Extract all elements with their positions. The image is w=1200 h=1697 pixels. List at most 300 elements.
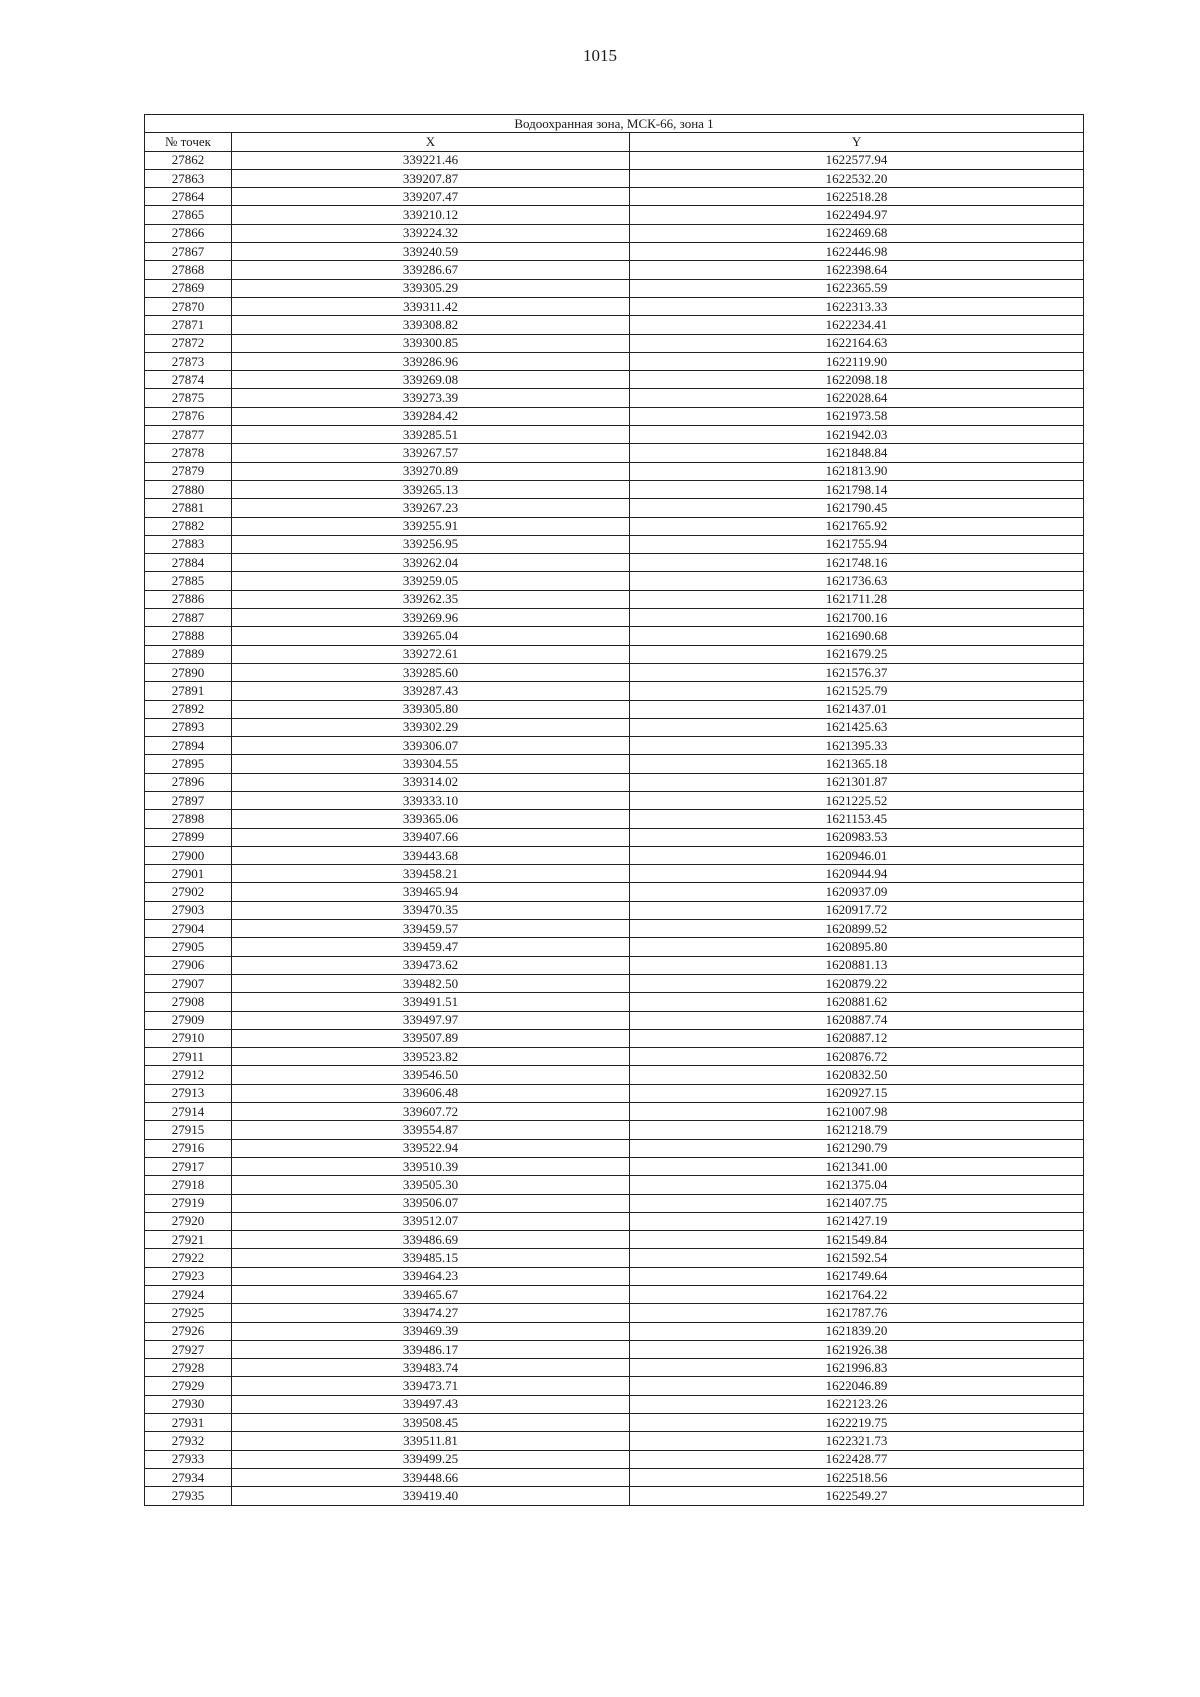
table-row bbox=[145, 1084, 1084, 1102]
x-coordinate-cell: 339465.67 bbox=[232, 1286, 630, 1304]
point-number-cell: 27919 bbox=[145, 1194, 232, 1212]
point-number-cell: 27878 bbox=[145, 444, 232, 462]
point-number-cell: 27902 bbox=[145, 883, 232, 901]
point-number-cell: 27897 bbox=[145, 791, 232, 809]
x-coordinate-cell: 339459.47 bbox=[232, 938, 630, 956]
table-row bbox=[145, 755, 1084, 773]
x-coordinate-cell: 339607.72 bbox=[232, 1103, 630, 1121]
x-coordinate-cell: 339269.08 bbox=[232, 371, 630, 389]
point-number-cell: 27888 bbox=[145, 627, 232, 645]
y-coordinate-cell: 1620832.50 bbox=[630, 1066, 1084, 1084]
y-coordinate-cell: 1621973.58 bbox=[630, 407, 1084, 425]
point-number-cell: 27884 bbox=[145, 554, 232, 572]
x-coordinate-cell: 339458.21 bbox=[232, 865, 630, 883]
y-coordinate-cell: 1620879.22 bbox=[630, 974, 1084, 992]
x-coordinate-cell: 339419.40 bbox=[232, 1487, 630, 1505]
y-coordinate-cell: 1621427.19 bbox=[630, 1212, 1084, 1230]
x-coordinate-cell: 339306.07 bbox=[232, 737, 630, 755]
table-row bbox=[145, 1048, 1084, 1066]
y-coordinate-cell: 1622577.94 bbox=[630, 151, 1084, 169]
table-row bbox=[145, 974, 1084, 992]
table-row bbox=[145, 1450, 1084, 1468]
point-number-cell: 27928 bbox=[145, 1359, 232, 1377]
point-number-cell: 27881 bbox=[145, 499, 232, 517]
table-row bbox=[145, 737, 1084, 755]
y-coordinate-cell: 1620983.53 bbox=[630, 828, 1084, 846]
x-coordinate-cell: 339270.89 bbox=[232, 462, 630, 480]
y-coordinate-cell: 1622469.68 bbox=[630, 224, 1084, 242]
point-number-cell: 27913 bbox=[145, 1084, 232, 1102]
x-coordinate-cell: 339365.06 bbox=[232, 810, 630, 828]
x-coordinate-cell: 339469.39 bbox=[232, 1322, 630, 1340]
point-number-cell: 27873 bbox=[145, 352, 232, 370]
y-coordinate-cell: 1620887.74 bbox=[630, 1011, 1084, 1029]
table-row bbox=[145, 224, 1084, 242]
column-header-x: X bbox=[232, 133, 630, 151]
x-coordinate-cell: 339505.30 bbox=[232, 1176, 630, 1194]
table-row bbox=[145, 956, 1084, 974]
point-number-cell: 27932 bbox=[145, 1432, 232, 1450]
table-row bbox=[145, 1121, 1084, 1139]
x-coordinate-cell: 339443.68 bbox=[232, 846, 630, 864]
x-coordinate-cell: 339523.82 bbox=[232, 1048, 630, 1066]
y-coordinate-cell: 1621749.64 bbox=[630, 1267, 1084, 1285]
y-coordinate-cell: 1622119.90 bbox=[630, 352, 1084, 370]
table-row bbox=[145, 334, 1084, 352]
point-number-cell: 27915 bbox=[145, 1121, 232, 1139]
table-row bbox=[145, 1139, 1084, 1157]
point-number-cell: 27907 bbox=[145, 974, 232, 992]
x-coordinate-cell: 339305.29 bbox=[232, 279, 630, 297]
y-coordinate-cell: 1621592.54 bbox=[630, 1249, 1084, 1267]
y-coordinate-cell: 1621787.76 bbox=[630, 1304, 1084, 1322]
y-coordinate-cell: 1621848.84 bbox=[630, 444, 1084, 462]
table-row bbox=[145, 279, 1084, 297]
y-coordinate-cell: 1621839.20 bbox=[630, 1322, 1084, 1340]
x-coordinate-cell: 339304.55 bbox=[232, 755, 630, 773]
point-number-cell: 27893 bbox=[145, 718, 232, 736]
point-number-cell: 27930 bbox=[145, 1395, 232, 1413]
x-coordinate-cell: 339286.67 bbox=[232, 261, 630, 279]
table-row bbox=[145, 810, 1084, 828]
table-row bbox=[145, 1377, 1084, 1395]
x-coordinate-cell: 339473.71 bbox=[232, 1377, 630, 1395]
table-row bbox=[145, 1487, 1084, 1505]
table-row bbox=[145, 1340, 1084, 1358]
point-number-cell: 27900 bbox=[145, 846, 232, 864]
y-coordinate-cell: 1622518.56 bbox=[630, 1468, 1084, 1486]
table-row bbox=[145, 773, 1084, 791]
x-coordinate-cell: 339311.42 bbox=[232, 297, 630, 315]
x-coordinate-cell: 339486.17 bbox=[232, 1340, 630, 1358]
table-row bbox=[145, 700, 1084, 718]
y-coordinate-cell: 1620927.15 bbox=[630, 1084, 1084, 1102]
x-coordinate-cell: 339267.57 bbox=[232, 444, 630, 462]
table-row bbox=[145, 517, 1084, 535]
point-number-cell: 27923 bbox=[145, 1267, 232, 1285]
table-row bbox=[145, 297, 1084, 315]
x-coordinate-cell: 339286.96 bbox=[232, 352, 630, 370]
y-coordinate-cell: 1621748.16 bbox=[630, 554, 1084, 572]
y-coordinate-cell: 1621341.00 bbox=[630, 1157, 1084, 1175]
table-row bbox=[145, 316, 1084, 334]
table-title: Водоохранная зона, МСК-66, зона 1 bbox=[145, 115, 1084, 133]
y-coordinate-cell: 1620881.13 bbox=[630, 956, 1084, 974]
y-coordinate-cell: 1621290.79 bbox=[630, 1139, 1084, 1157]
point-number-cell: 27926 bbox=[145, 1322, 232, 1340]
table-row bbox=[145, 1194, 1084, 1212]
y-coordinate-cell: 1621736.63 bbox=[630, 572, 1084, 590]
point-number-cell: 27876 bbox=[145, 407, 232, 425]
y-coordinate-cell: 1621407.75 bbox=[630, 1194, 1084, 1212]
table-row bbox=[145, 627, 1084, 645]
point-number-cell: 27924 bbox=[145, 1286, 232, 1304]
x-coordinate-cell: 339207.47 bbox=[232, 188, 630, 206]
y-coordinate-cell: 1621425.63 bbox=[630, 718, 1084, 736]
y-coordinate-cell: 1620937.09 bbox=[630, 883, 1084, 901]
y-coordinate-cell: 1621549.84 bbox=[630, 1231, 1084, 1249]
point-number-cell: 27865 bbox=[145, 206, 232, 224]
table-row bbox=[145, 261, 1084, 279]
table-row bbox=[145, 865, 1084, 883]
table-row bbox=[145, 609, 1084, 627]
table-row bbox=[145, 645, 1084, 663]
x-coordinate-cell: 339507.89 bbox=[232, 1029, 630, 1047]
table-title-row bbox=[145, 115, 1084, 133]
x-coordinate-cell: 339302.29 bbox=[232, 718, 630, 736]
x-coordinate-cell: 339499.25 bbox=[232, 1450, 630, 1468]
y-coordinate-cell: 1621926.38 bbox=[630, 1340, 1084, 1358]
point-number-cell: 27922 bbox=[145, 1249, 232, 1267]
x-coordinate-cell: 339474.27 bbox=[232, 1304, 630, 1322]
table-row bbox=[145, 1212, 1084, 1230]
point-number-cell: 27879 bbox=[145, 462, 232, 480]
y-coordinate-cell: 1620917.72 bbox=[630, 901, 1084, 919]
point-number-cell: 27903 bbox=[145, 901, 232, 919]
table-row bbox=[145, 499, 1084, 517]
point-number-cell: 27891 bbox=[145, 682, 232, 700]
point-number-cell: 27869 bbox=[145, 279, 232, 297]
x-coordinate-cell: 339482.50 bbox=[232, 974, 630, 992]
x-coordinate-cell: 339554.87 bbox=[232, 1121, 630, 1139]
y-coordinate-cell: 1621225.52 bbox=[630, 791, 1084, 809]
y-coordinate-cell: 1621755.94 bbox=[630, 535, 1084, 553]
table-row bbox=[145, 462, 1084, 480]
x-coordinate-cell: 339256.95 bbox=[232, 535, 630, 553]
point-number-cell: 27864 bbox=[145, 188, 232, 206]
x-coordinate-cell: 339483.74 bbox=[232, 1359, 630, 1377]
x-coordinate-cell: 339497.97 bbox=[232, 1011, 630, 1029]
table-row bbox=[145, 169, 1084, 187]
point-number-cell: 27921 bbox=[145, 1231, 232, 1249]
table-row bbox=[145, 535, 1084, 553]
point-number-cell: 27920 bbox=[145, 1212, 232, 1230]
point-number-cell: 27912 bbox=[145, 1066, 232, 1084]
x-coordinate-cell: 339285.51 bbox=[232, 426, 630, 444]
point-number-cell: 27906 bbox=[145, 956, 232, 974]
page-number: 1015 bbox=[583, 46, 617, 65]
point-number-cell: 27898 bbox=[145, 810, 232, 828]
table-row bbox=[145, 1103, 1084, 1121]
point-number-cell: 27889 bbox=[145, 645, 232, 663]
y-coordinate-cell: 1621301.87 bbox=[630, 773, 1084, 791]
point-number-cell: 27908 bbox=[145, 993, 232, 1011]
y-coordinate-cell: 1620887.12 bbox=[630, 1029, 1084, 1047]
point-number-cell: 27934 bbox=[145, 1468, 232, 1486]
table-row bbox=[145, 718, 1084, 736]
table-row bbox=[145, 1249, 1084, 1267]
point-number-cell: 27916 bbox=[145, 1139, 232, 1157]
point-number-cell: 27875 bbox=[145, 389, 232, 407]
table-row bbox=[145, 206, 1084, 224]
table-row bbox=[145, 151, 1084, 169]
y-coordinate-cell: 1621153.45 bbox=[630, 810, 1084, 828]
x-coordinate-cell: 339465.94 bbox=[232, 883, 630, 901]
y-coordinate-cell: 1622549.27 bbox=[630, 1487, 1084, 1505]
coordinates-table bbox=[144, 114, 1084, 1506]
table-row bbox=[145, 1322, 1084, 1340]
point-number-cell: 27880 bbox=[145, 480, 232, 498]
table-row bbox=[145, 1157, 1084, 1175]
point-number-cell: 27901 bbox=[145, 865, 232, 883]
point-number-cell: 27918 bbox=[145, 1176, 232, 1194]
x-coordinate-cell: 339269.96 bbox=[232, 609, 630, 627]
x-coordinate-cell: 339333.10 bbox=[232, 791, 630, 809]
x-coordinate-cell: 339285.60 bbox=[232, 663, 630, 681]
x-coordinate-cell: 339267.23 bbox=[232, 499, 630, 517]
x-coordinate-cell: 339459.57 bbox=[232, 920, 630, 938]
y-coordinate-cell: 1620946.01 bbox=[630, 846, 1084, 864]
x-coordinate-cell: 339272.61 bbox=[232, 645, 630, 663]
y-coordinate-cell: 1620899.52 bbox=[630, 920, 1084, 938]
y-coordinate-cell: 1622518.28 bbox=[630, 188, 1084, 206]
table-row bbox=[145, 352, 1084, 370]
x-coordinate-cell: 339300.85 bbox=[232, 334, 630, 352]
point-number-cell: 27866 bbox=[145, 224, 232, 242]
y-coordinate-cell: 1620881.62 bbox=[630, 993, 1084, 1011]
table-row bbox=[145, 1468, 1084, 1486]
table-row bbox=[145, 828, 1084, 846]
point-number-cell: 27927 bbox=[145, 1340, 232, 1358]
table-row bbox=[145, 1286, 1084, 1304]
y-coordinate-cell: 1622321.73 bbox=[630, 1432, 1084, 1450]
x-coordinate-cell: 339308.82 bbox=[232, 316, 630, 334]
x-coordinate-cell: 339314.02 bbox=[232, 773, 630, 791]
x-coordinate-cell: 339207.87 bbox=[232, 169, 630, 187]
point-number-cell: 27885 bbox=[145, 572, 232, 590]
x-coordinate-cell: 339287.43 bbox=[232, 682, 630, 700]
y-coordinate-cell: 1621437.01 bbox=[630, 700, 1084, 718]
y-coordinate-cell: 1620895.80 bbox=[630, 938, 1084, 956]
y-coordinate-cell: 1621375.04 bbox=[630, 1176, 1084, 1194]
x-coordinate-cell: 339240.59 bbox=[232, 243, 630, 261]
x-coordinate-cell: 339522.94 bbox=[232, 1139, 630, 1157]
table-row bbox=[145, 371, 1084, 389]
y-coordinate-cell: 1620944.94 bbox=[630, 865, 1084, 883]
x-coordinate-cell: 339511.81 bbox=[232, 1432, 630, 1450]
point-number-cell: 27899 bbox=[145, 828, 232, 846]
table-row bbox=[145, 243, 1084, 261]
table-row bbox=[145, 444, 1084, 462]
x-coordinate-cell: 339448.66 bbox=[232, 1468, 630, 1486]
y-coordinate-cell: 1621218.79 bbox=[630, 1121, 1084, 1139]
x-coordinate-cell: 339262.35 bbox=[232, 590, 630, 608]
x-coordinate-cell: 339210.12 bbox=[232, 206, 630, 224]
x-coordinate-cell: 339464.23 bbox=[232, 1267, 630, 1285]
table-row bbox=[145, 554, 1084, 572]
y-coordinate-cell: 1622494.97 bbox=[630, 206, 1084, 224]
point-number-cell: 27929 bbox=[145, 1377, 232, 1395]
point-number-cell: 27887 bbox=[145, 609, 232, 627]
table-row bbox=[145, 188, 1084, 206]
point-number-cell: 27883 bbox=[145, 535, 232, 553]
point-number-cell: 27867 bbox=[145, 243, 232, 261]
point-number-cell: 27882 bbox=[145, 517, 232, 535]
point-number-cell: 27877 bbox=[145, 426, 232, 444]
x-coordinate-cell: 339259.05 bbox=[232, 572, 630, 590]
table-row bbox=[145, 682, 1084, 700]
table-row bbox=[145, 1414, 1084, 1432]
point-number-cell: 27868 bbox=[145, 261, 232, 279]
table-row bbox=[145, 901, 1084, 919]
table-row bbox=[145, 1304, 1084, 1322]
y-coordinate-cell: 1621525.79 bbox=[630, 682, 1084, 700]
table-row bbox=[145, 1029, 1084, 1047]
table-row bbox=[145, 1231, 1084, 1249]
table-row bbox=[145, 846, 1084, 864]
y-coordinate-cell: 1621798.14 bbox=[630, 480, 1084, 498]
y-coordinate-cell: 1622532.20 bbox=[630, 169, 1084, 187]
x-coordinate-cell: 339265.04 bbox=[232, 627, 630, 645]
y-coordinate-cell: 1622164.63 bbox=[630, 334, 1084, 352]
y-coordinate-cell: 1621996.83 bbox=[630, 1359, 1084, 1377]
y-coordinate-cell: 1621790.45 bbox=[630, 499, 1084, 517]
point-number-cell: 27933 bbox=[145, 1450, 232, 1468]
point-number-cell: 27917 bbox=[145, 1157, 232, 1175]
table-row bbox=[145, 1011, 1084, 1029]
point-number-cell: 27886 bbox=[145, 590, 232, 608]
x-coordinate-cell: 339265.13 bbox=[232, 480, 630, 498]
y-coordinate-cell: 1620876.72 bbox=[630, 1048, 1084, 1066]
x-coordinate-cell: 339506.07 bbox=[232, 1194, 630, 1212]
point-number-cell: 27896 bbox=[145, 773, 232, 791]
y-coordinate-cell: 1621365.18 bbox=[630, 755, 1084, 773]
table-row bbox=[145, 938, 1084, 956]
table-row bbox=[145, 1176, 1084, 1194]
table-header-row bbox=[145, 133, 1084, 151]
x-coordinate-cell: 339512.07 bbox=[232, 1212, 630, 1230]
x-coordinate-cell: 339473.62 bbox=[232, 956, 630, 974]
point-number-cell: 27894 bbox=[145, 737, 232, 755]
x-coordinate-cell: 339485.15 bbox=[232, 1249, 630, 1267]
point-number-cell: 27874 bbox=[145, 371, 232, 389]
x-coordinate-cell: 339221.46 bbox=[232, 151, 630, 169]
table-row bbox=[145, 883, 1084, 901]
table-row bbox=[145, 389, 1084, 407]
table-row bbox=[145, 426, 1084, 444]
y-coordinate-cell: 1621942.03 bbox=[630, 426, 1084, 444]
y-coordinate-cell: 1622446.98 bbox=[630, 243, 1084, 261]
y-coordinate-cell: 1622428.77 bbox=[630, 1450, 1084, 1468]
y-coordinate-cell: 1621576.37 bbox=[630, 663, 1084, 681]
x-coordinate-cell: 339284.42 bbox=[232, 407, 630, 425]
x-coordinate-cell: 339606.48 bbox=[232, 1084, 630, 1102]
column-header-point-number: № точек bbox=[145, 133, 232, 151]
table-body bbox=[145, 151, 1084, 1505]
point-number-cell: 27872 bbox=[145, 334, 232, 352]
y-coordinate-cell: 1622365.59 bbox=[630, 279, 1084, 297]
x-coordinate-cell: 339486.69 bbox=[232, 1231, 630, 1249]
y-coordinate-cell: 1621679.25 bbox=[630, 645, 1084, 663]
point-number-cell: 27870 bbox=[145, 297, 232, 315]
table-row bbox=[145, 590, 1084, 608]
x-coordinate-cell: 339497.43 bbox=[232, 1395, 630, 1413]
table-row bbox=[145, 1267, 1084, 1285]
point-number-cell: 27863 bbox=[145, 169, 232, 187]
x-coordinate-cell: 339470.35 bbox=[232, 901, 630, 919]
table-row bbox=[145, 791, 1084, 809]
point-number-cell: 27914 bbox=[145, 1103, 232, 1121]
table-row bbox=[145, 1395, 1084, 1413]
y-coordinate-cell: 1622028.64 bbox=[630, 389, 1084, 407]
y-coordinate-cell: 1622398.64 bbox=[630, 261, 1084, 279]
point-number-cell: 27910 bbox=[145, 1029, 232, 1047]
table-row bbox=[145, 572, 1084, 590]
x-coordinate-cell: 339508.45 bbox=[232, 1414, 630, 1432]
table-row bbox=[145, 407, 1084, 425]
column-header-y: Y bbox=[630, 133, 1084, 151]
x-coordinate-cell: 339255.91 bbox=[232, 517, 630, 535]
point-number-cell: 27862 bbox=[145, 151, 232, 169]
y-coordinate-cell: 1622234.41 bbox=[630, 316, 1084, 334]
table-row bbox=[145, 920, 1084, 938]
y-coordinate-cell: 1622123.26 bbox=[630, 1395, 1084, 1413]
x-coordinate-cell: 339510.39 bbox=[232, 1157, 630, 1175]
point-number-cell: 27895 bbox=[145, 755, 232, 773]
x-coordinate-cell: 339546.50 bbox=[232, 1066, 630, 1084]
table-row bbox=[145, 993, 1084, 1011]
x-coordinate-cell: 339305.80 bbox=[232, 700, 630, 718]
table-row bbox=[145, 1066, 1084, 1084]
point-number-cell: 27931 bbox=[145, 1414, 232, 1432]
y-coordinate-cell: 1621395.33 bbox=[630, 737, 1084, 755]
y-coordinate-cell: 1622098.18 bbox=[630, 371, 1084, 389]
x-coordinate-cell: 339224.32 bbox=[232, 224, 630, 242]
y-coordinate-cell: 1621813.90 bbox=[630, 462, 1084, 480]
table-row bbox=[145, 663, 1084, 681]
point-number-cell: 27935 bbox=[145, 1487, 232, 1505]
y-coordinate-cell: 1621711.28 bbox=[630, 590, 1084, 608]
y-coordinate-cell: 1621764.22 bbox=[630, 1286, 1084, 1304]
point-number-cell: 27911 bbox=[145, 1048, 232, 1066]
x-coordinate-cell: 339273.39 bbox=[232, 389, 630, 407]
x-coordinate-cell: 339262.04 bbox=[232, 554, 630, 572]
y-coordinate-cell: 1621765.92 bbox=[630, 517, 1084, 535]
x-coordinate-cell: 339407.66 bbox=[232, 828, 630, 846]
point-number-cell: 27909 bbox=[145, 1011, 232, 1029]
point-number-cell: 27905 bbox=[145, 938, 232, 956]
table-row bbox=[145, 480, 1084, 498]
point-number-cell: 27892 bbox=[145, 700, 232, 718]
table-row bbox=[145, 1432, 1084, 1450]
y-coordinate-cell: 1622313.33 bbox=[630, 297, 1084, 315]
table-row bbox=[145, 1359, 1084, 1377]
y-coordinate-cell: 1622219.75 bbox=[630, 1414, 1084, 1432]
y-coordinate-cell: 1621690.68 bbox=[630, 627, 1084, 645]
y-coordinate-cell: 1621700.16 bbox=[630, 609, 1084, 627]
point-number-cell: 27904 bbox=[145, 920, 232, 938]
point-number-cell: 27890 bbox=[145, 663, 232, 681]
